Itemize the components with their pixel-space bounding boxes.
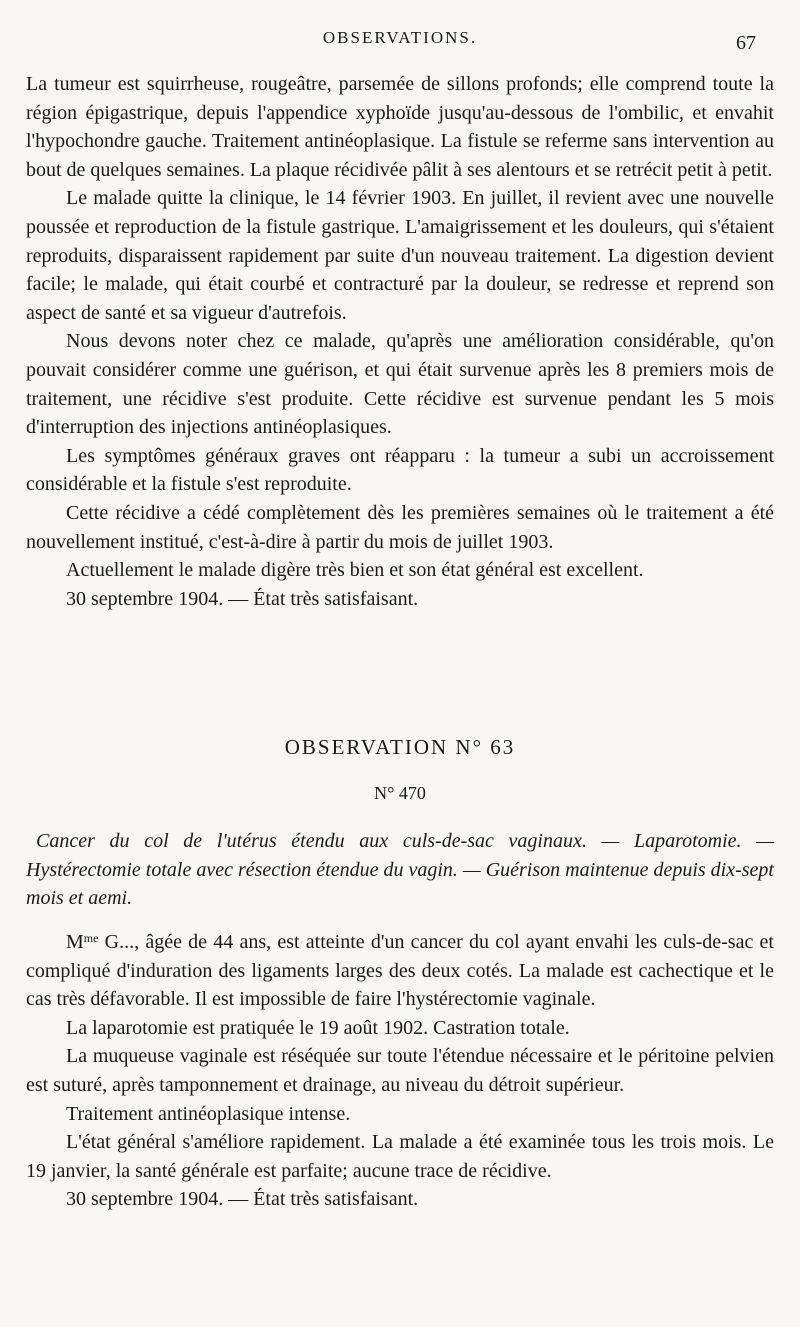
paragraph: Traitement antinéoplasique intense. [66,1102,351,1125]
running-title: OBSERVATIONS. [322,28,478,47]
case-text [26,928,774,1214]
paragraph: Cette récidive a cédé complètement dès les premières semaines où le traitement a été nouvellement institué, c'est-à-dire à partir du mois de juillet 1903. [26,501,774,553]
paragraph: Le malade quitte la clinique, le 14 février 1903. En juillet, il revient avec une nouvelle poussée et reproduction de la fistule gastrique. L'amaigrissement et les douleurs, qui s'étaient reproduits, disparaissent rapidement par suite d'un nouveau traitement. La digestion devient facile; le malade, qui était courbé et contracturé par la douleur, se redresse et reprend son aspect de santé et sa vigueur d'autrefois. [26,187,774,324]
paragraph: Nous devons noter chez ce malade, qu'après une amélioration considérable, qu'on pouvait considérer comme une guérison, et qui était survenue après les 8 premiers mois de traitement, une récidive s'est produite. Cette récidive est survenue pendant les 5 mois d'interruption des injections antinéoplasiques. [26,330,774,439]
patient-title-superscript: me [83,931,99,945]
paragraph: La laparotomie est pratiquée le 19 août 1902. Castration totale. [66,1016,570,1039]
paragraph: 30 septembre 1904. — État très satisfaisant. [66,587,419,610]
paragraph: Les symptômes généraux graves ont réapparu : la tumeur a subi un accroissement considérable et la fistule s'est reproduite. [26,444,774,496]
continuation-text [26,70,774,613]
observation-number: N° 470 [374,783,426,803]
observation-title: OBSERVATION N° 63 [284,735,516,759]
paragraph: 30 septembre 1904. — État très satisfaisant. [66,1188,419,1211]
paragraph: La tumeur est squirrheuse, rougeâtre, parsemée de sillons profonds; elle comprend toute la région épigastrique, depuis l'appendice xyphoïde jusqu'au-dessous de l'ombilic, et envahit l'hypochondre gauche. Traitement antinéoplasique. La fistule se referme sans intervention au bout de quelques semaines. La plaque récidivée pâlit à ses alentours et se retrécit petit à petit. [26,73,774,181]
paragraph: Actuellement le malade digère très bien et son état général est excellent. [66,559,644,582]
paragraph [26,928,774,1014]
paragraph: La muqueuse vaginale est réséquée sur toute l'étendue nécessaire et le péritoine pelvien est suturé, après tamponnement et drainage, au niveau du détroit supérieur. [26,1045,774,1096]
page-number: 67 [736,32,756,54]
paragraph-text: G..., âgée de 44 ans, est atteinte d'un cancer du col ayant envahi les culs-de-sac et compliqué d'induration des ligaments larges des deux cotés. La malade est cachectique et le cas très défavorable. Il est impossible de faire l'hystérectomie vaginale. [26,931,774,1011]
observation-summary [26,827,774,913]
paragraph: L'état général s'améliore rapidement. La malade a été examinée tous les trois mois. Le 19 janvier, la santé générale est parfaite; aucune trace de récidive. [26,1131,774,1182]
patient-title: M [66,931,84,953]
summary-text: Cancer du col de l'utérus étendu aux culs-de-sac vaginaux. — Laparotomie. — Hystérectomie totale avec résection étendue du vagin. — Guérison maintenue depuis dix-sept mois et aemi. [26,830,774,910]
